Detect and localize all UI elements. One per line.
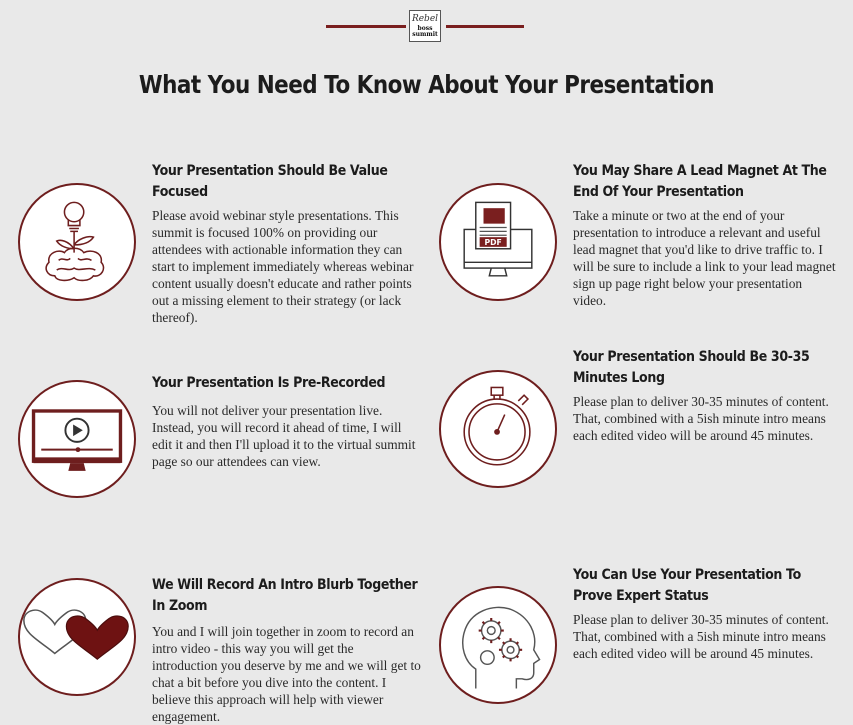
item-body: You and I will join together in zoom to record an intro video - this way you will get the introduction you deserve by me and we will get to chat a bit before you dive into the content. I believe this approach will help with viewer engagement. bbox=[152, 624, 421, 724]
item-heading: Your Presentation Should Be Value Focused bbox=[152, 163, 388, 200]
item-heading: We Will Record An Intro Blurb Together In Zoom bbox=[152, 577, 418, 614]
item-body: Please avoid webinar style presentations. This summit is focused 100% on providing our attendees with actionable information they can start to implement immediately whereas webinar content usually doesn't educate and rather points out a missing element to their strategy (or lack thereof). bbox=[152, 208, 414, 325]
stopwatch-icon bbox=[439, 370, 557, 488]
item-body: Please plan to deliver 30-35 minutes of content. That, combined with a 5ish minute intro means each edited video will be around 45 minutes. bbox=[573, 612, 829, 661]
video-monitor-icon bbox=[18, 380, 136, 498]
item-body: Take a minute or two at the end of your presentation to introduce a relevant and useful lead magnet that you'd like to drive traffic to. I will be sure to include a link to your lead magnet sign up page right below your presentation video. bbox=[573, 208, 836, 308]
head-gears-icon bbox=[439, 586, 557, 704]
logo-divider-left bbox=[326, 25, 406, 28]
info-text-block bbox=[152, 373, 422, 470]
lightbulb-brain-icon bbox=[18, 183, 136, 301]
item-heading: You Can Use Your Presentation To Prove Expert Status bbox=[573, 567, 801, 604]
item-heading: You May Share A Lead Magnet At The End Of Your Presentation bbox=[573, 163, 827, 200]
pdf-label: PDF bbox=[484, 237, 502, 247]
item-heading: Your Presentation Is Pre-Recorded bbox=[152, 375, 386, 391]
logo-text-2: boss bbox=[417, 25, 433, 32]
info-text-block bbox=[573, 565, 838, 662]
logo-divider-right bbox=[446, 25, 524, 28]
two-hearts-icon bbox=[18, 578, 136, 696]
header-logo-bar bbox=[0, 10, 853, 44]
info-text-block bbox=[152, 161, 422, 326]
logo-text-3: summit bbox=[412, 31, 438, 38]
page-title: What You Need To Know About Your Presentation bbox=[138, 70, 715, 99]
item-heading: Your Presentation Should Be 30-35 Minutes Long bbox=[573, 349, 810, 386]
item-body: You will not deliver your presentation live. Instead, you will record it ahead of time, I will edit it and then I'll upload it to the virtual summit page so our attendees can view. bbox=[152, 403, 416, 469]
logo-text-1: Rebel bbox=[411, 14, 439, 24]
info-text-block bbox=[573, 161, 838, 309]
info-text-block bbox=[573, 347, 838, 444]
summit-logo[interactable] bbox=[409, 10, 441, 42]
info-text-block bbox=[152, 575, 422, 725]
pdf-monitor-icon bbox=[439, 183, 557, 301]
item-body: Please plan to deliver 30-35 minutes of content. That, combined with a 5ish minute intro means each edited video will be around 45 minutes. bbox=[573, 394, 829, 443]
